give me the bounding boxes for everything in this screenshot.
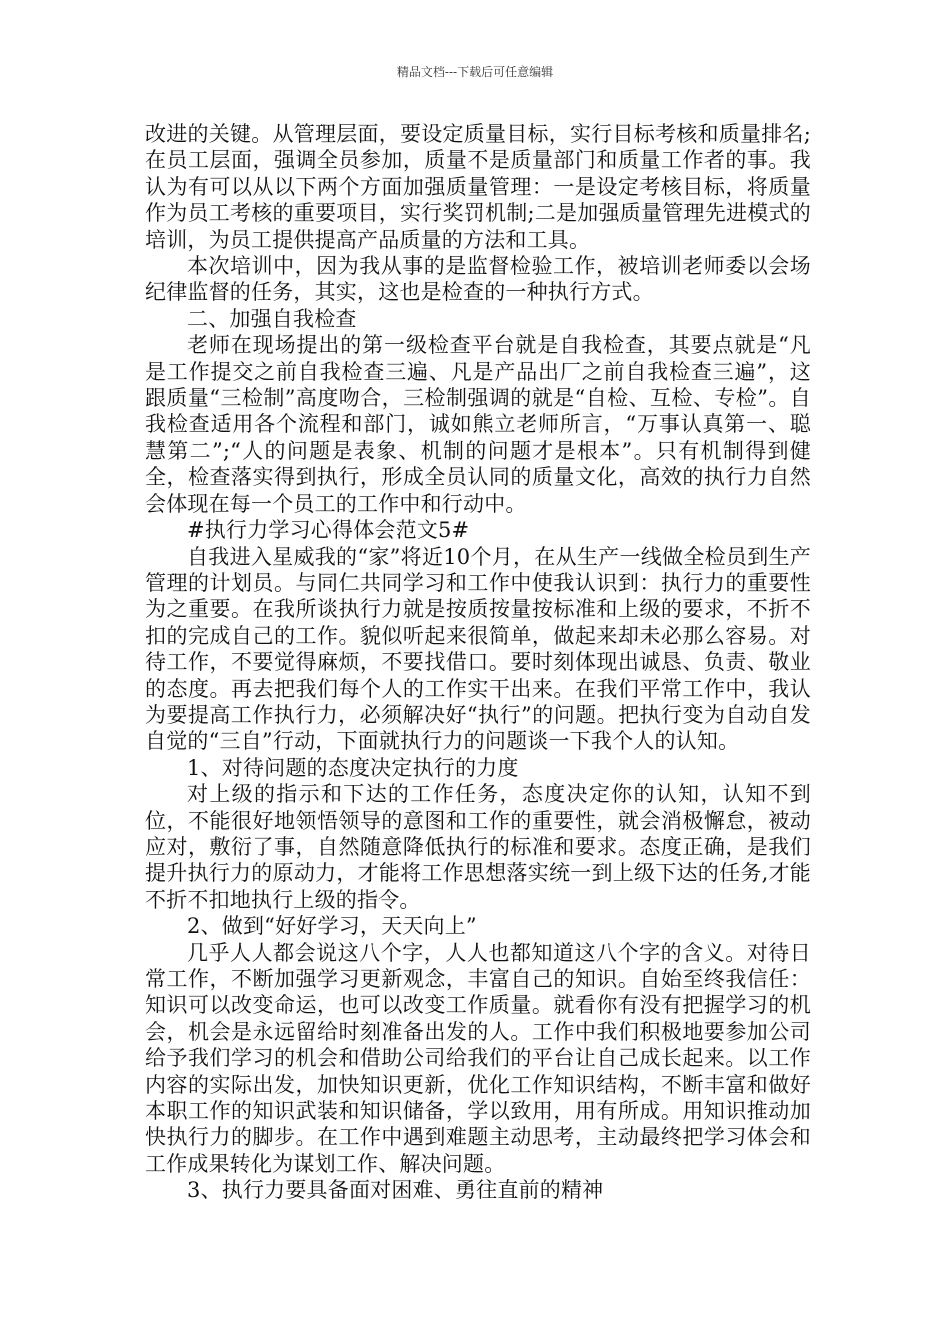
- section-heading: 二、加强自我检查: [187, 306, 357, 331]
- paragraph: 本次培训中，因为我从事的是监督检验工作，被培训老师委以会场纪律监督的任务，其实，这也是检查的一种执行方式。: [145, 254, 811, 305]
- paragraph: 对上级的指示和下达的工作任务，态度决定你的认知，认知不到位，不能很好地领悟领导的意图和工作的重要性，就会消极懈怠，被动应对，敷衍了事，自然随意降低执行的标准和要求。态度正确，是我们提升执行力的原动力，才能将工作思想落实统一到上级下达的任务,才能不折不扣地执行上级的指令。: [145, 782, 811, 912]
- page-header: 精品文档---下载后可任意编辑: [396, 65, 554, 79]
- paragraph: 自我进入星威我的“家”将近10个月，在从生产一线做全检员到生产管理的计划员。与同仁共同学习和工作中使我认识到：执行力的重要性为之重要。在我所谈执行力就是按质按量按标准和上级的要求，不折不扣的完成自己的工作。貌似听起来很简单，做起来却未必那么容易。对待工作，不要觉得麻烦，不要找借口。要时刻体现出诚恳、负责、敬业的态度。再去把我们每个人的工作实干出来。在我们平常工作中，我认为要提高工作执行力，必须解决好“执行”的问题。把执行变为自动自发自觉的“三自”行动，下面就执行力的问题谈一下我个人的认知。: [145, 544, 811, 754]
- section-heading: #执行力学习心得体会范文5#: [187, 518, 470, 543]
- paragraph: 老师在现场提出的第一级检查平台就是自我检查，其要点就是“凡是工作提交之前自我检查三遍、凡是产品出厂之前自我检查三遍”，这跟质量“三检制”高度吻合，三检制强调的就是“自检、互检、专检”。自我检查适用各个流程和部门，诚如熊立老师所言，“万事认真第一、聪慧第二”;“人的问题是表象、机制的问题才是根本”。只有机制得到健全，检查落实得到执行，形成全员认同的质量文化，高效的执行力自然会体现在每一个员工的工作中和行动中。: [145, 333, 811, 516]
- section-heading: 2、做到“好好学习，天天向上”: [187, 914, 477, 939]
- paragraph: 几乎人人都会说这八个字，人人也都知道这八个字的含义。对待日常工作，不断加强学习更新观念，丰富自己的知识。自始至终我信任：知识可以改变命运，也可以改变工作质量。就看你有没有把握学习的机会，机会是永远留给时刻准备出发的人。工作中我们积极地要参加公司给予我们学习的机会和借助公司给我们的平台让自己成长起来。以工作内容的实际出发，加快知识更新，优化工作知识结构，不断丰富和做好本职工作的知识武装和知识储备，学以致用，用有所成。用知识推动加快执行力的脚步。在工作中遇到难题主动思考，主动最终把学习体会和工作成果转化为谋划工作、解决问题。: [145, 940, 811, 1176]
- section-heading: 1、对待问题的态度决定执行的力度: [187, 755, 519, 780]
- section-heading: 3、执行力要具备面对困难、勇往直前的精神: [187, 1178, 604, 1203]
- document-body: [145, 121, 811, 1204]
- paragraph: 改进的关键。从管理层面，要设定质量目标，实行目标考核和质量排名;在员工层面，强调全员参加，质量不是质量部门和质量工作者的事。我认为有可以从以下两个方面加强质量管理：一是设定考核目标，将质量作为员工考核的重要项目，实行奖罚机制;二是加强质量管理先进模式的培训，为员工提供提高产品质量的方法和工具。: [145, 122, 811, 252]
